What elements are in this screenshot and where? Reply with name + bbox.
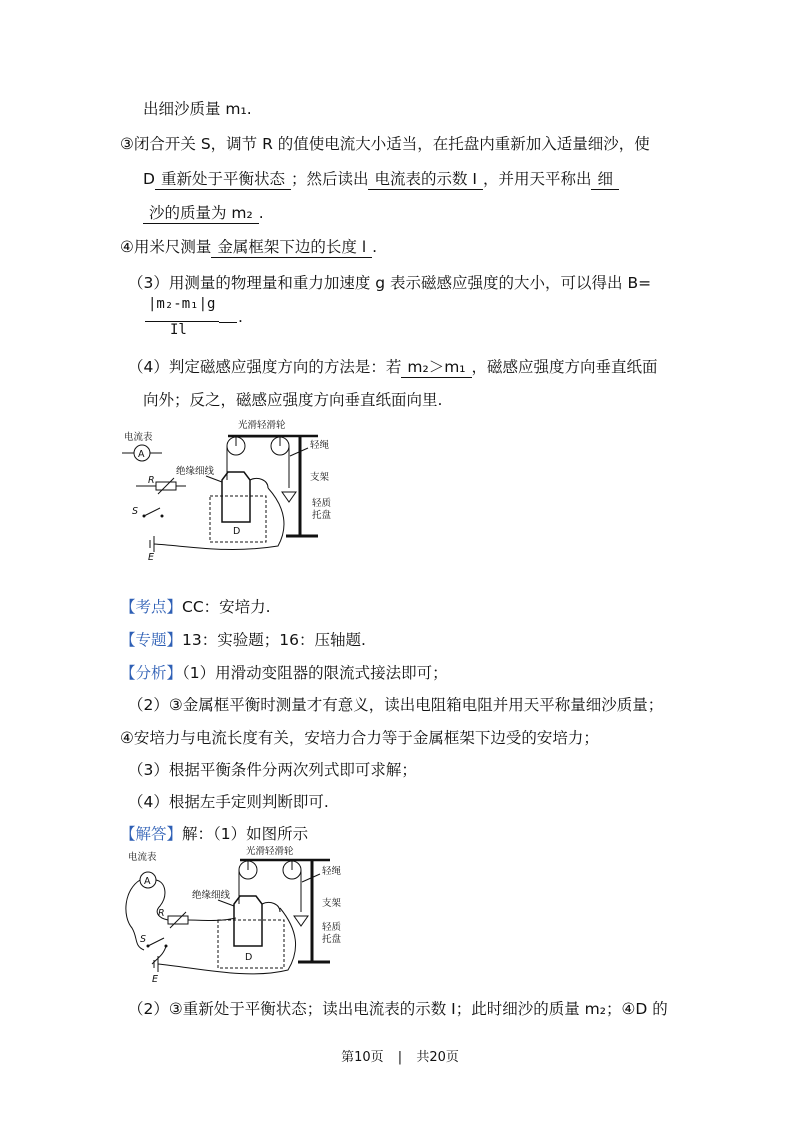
line-5 [120, 236, 377, 258]
footer-total: 共20页 [416, 1050, 459, 1065]
label-tray-2b: 托盘 [322, 934, 342, 945]
line-3-c: ，并用天平称出 [482, 170, 592, 188]
zhuanti-tag: 【专题】 [120, 631, 183, 649]
fraction-denominator: Il [170, 322, 187, 338]
metal-frame-2 [234, 896, 262, 946]
jieda-text: 解：（1）如图所示 [182, 825, 309, 843]
label-ammeter-2: 电流表 [128, 852, 157, 863]
label-tray-2: 托盘 [312, 510, 332, 521]
page-footer [0, 1046, 800, 1065]
fraction-numerator: |m₂-m₁|g [148, 296, 216, 312]
label-ammeter: 电流表 [124, 432, 153, 443]
fenxi [120, 662, 448, 684]
ammeter-symbol: A [138, 449, 145, 460]
fenxi-tag: 【分析】 [120, 664, 183, 682]
analysis-3: ④安培力与电流长度有关，安培力合力等于金属框架下边受的安培力； [120, 729, 599, 747]
label-thread: 绝缘细线 [176, 466, 215, 477]
label-switch-2: S [140, 934, 147, 945]
answer-condition: m₂＞m₁ [401, 357, 471, 378]
label-battery-2: E [152, 974, 159, 985]
kaodian-tag: 【考点】 [120, 598, 183, 616]
zhuanti [120, 629, 366, 651]
answer-balance: 重新处于平衡状态 [155, 169, 291, 190]
fraction-underline [219, 322, 237, 323]
metal-frame [222, 472, 250, 522]
label-thread-2: 绝缘细线 [192, 890, 231, 901]
ammeter-symbol-2: A [144, 876, 151, 887]
line-1: 出细沙质量 m₁. [143, 100, 252, 118]
zhuanti-text: 13：实验题；16：压轴题. [182, 631, 366, 649]
answer-m2: 沙的质量为 m₂ [143, 203, 259, 224]
footer-sep: | [397, 1050, 403, 1065]
line-9: 向外；反之，磁感应强度方向垂直纸面向里. [143, 391, 443, 409]
label-rheostat: R [148, 475, 155, 486]
label-frame-2: D [245, 952, 253, 963]
line-8-b: ，磁感应强度方向垂直纸面 [471, 358, 658, 376]
footer-page: 第10页 [341, 1050, 384, 1065]
jieda-tag: 【解答】 [120, 825, 183, 843]
line-6: （3）用测量的物理量和重力加速度 g 表示磁感应强度的大小，可以得出 B= [128, 274, 652, 292]
analysis-5: （4）根据左手定则判断即可. [128, 793, 329, 811]
line-4 [143, 202, 264, 224]
last-line: （2）③重新处于平衡状态；读出电流表的示数 I；此时细沙的质量 m₂；④D 的 [128, 1000, 668, 1018]
line-4-b: . [258, 204, 264, 222]
apparatus-diagram-2 [118, 846, 348, 986]
label-tray-1: 轻质 [312, 498, 332, 509]
tray-icon [282, 492, 296, 502]
line-3 [143, 168, 619, 190]
answer-ammeter: 电流表的示数 I [368, 169, 483, 190]
label-rope: 轻绳 [310, 440, 330, 451]
line-3-b: ；然后读出 [290, 170, 369, 188]
analysis-4: （3）根据平衡条件分两次列式即可求解； [128, 761, 417, 779]
label-tray-1b: 轻质 [322, 922, 342, 933]
label-battery: E [148, 552, 155, 563]
analysis-2: （2）③金属框平衡时测量才有意义，读出电阻箱电阻并用天平称量细沙质量； [128, 696, 664, 714]
line-3-a: D [143, 170, 155, 188]
label-stand-2: 支架 [322, 898, 342, 909]
jieda [120, 823, 308, 845]
fenxi-text: （1）用滑动变阻器的限流式接法即可； [182, 664, 448, 682]
fraction-end: . [238, 308, 243, 326]
answer-length: 金属框架下边的长度 l [211, 237, 372, 258]
line-8-a: （4）判定磁感应强度方向的方法是：若 [128, 358, 402, 376]
kaodian-text: CC：安培力. [182, 598, 271, 616]
tray-icon-2 [294, 916, 308, 926]
line-5-a: ④用米尺测量 [120, 238, 212, 256]
line-2: ③闭合开关 S，调节 R 的值使电流大小适当，在托盘内重新加入适量细沙，使 [120, 135, 650, 153]
label-pulley: 光滑轻滑轮 [238, 420, 286, 431]
line-8 [128, 356, 658, 378]
apparatus-diagram-1 [118, 418, 338, 563]
line-5-b: . [372, 238, 378, 256]
label-rheostat-2: R [158, 908, 165, 919]
label-frame: D [233, 526, 241, 537]
label-switch: S [132, 506, 139, 517]
kaodian [120, 596, 271, 618]
answer-sand: 细 [591, 169, 619, 190]
label-stand: 支架 [310, 472, 330, 483]
label-pulley-2: 光滑轻滑轮 [246, 846, 294, 857]
label-rope-2: 轻绳 [322, 866, 342, 877]
